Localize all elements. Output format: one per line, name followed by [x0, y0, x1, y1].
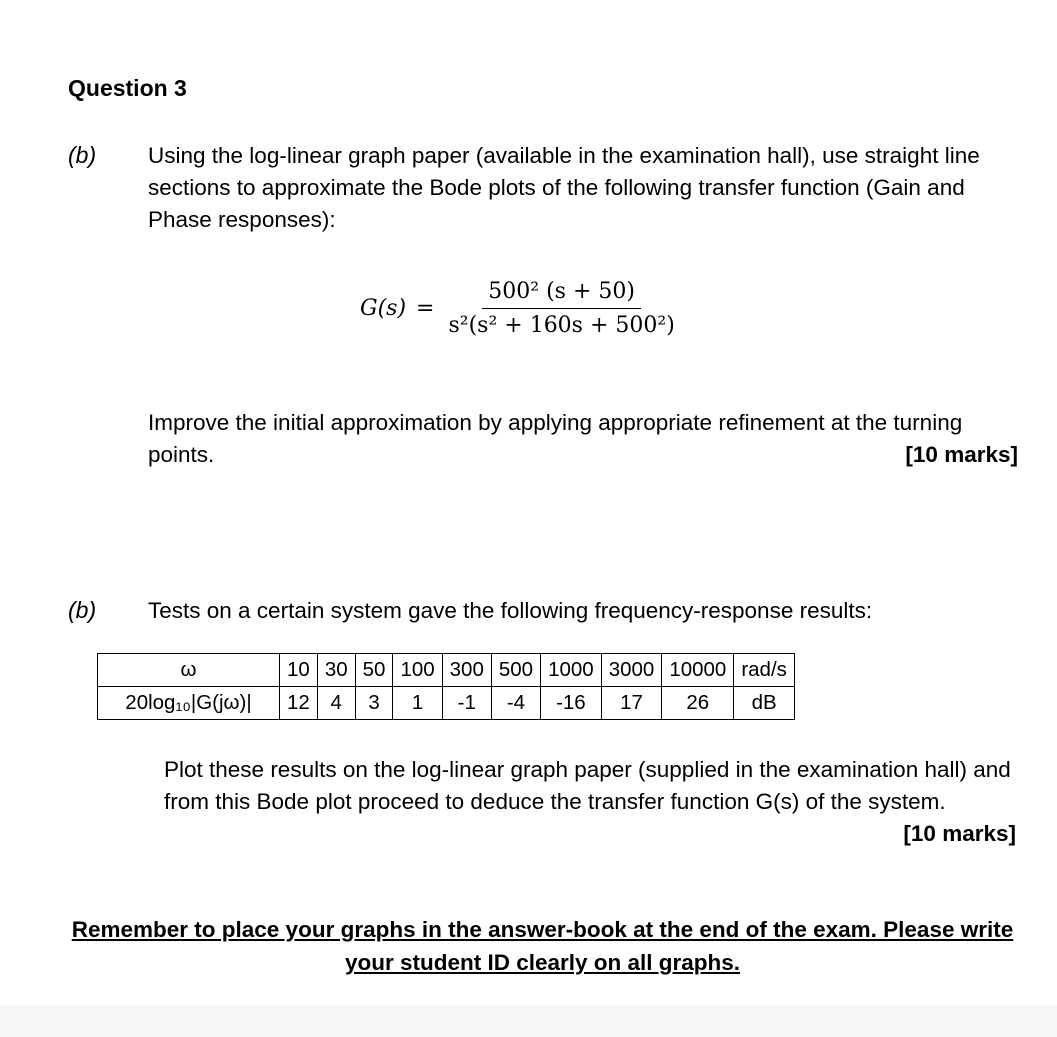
part2-label: (b): [68, 597, 97, 623]
table-cell-unit: dB: [734, 687, 795, 720]
table-cell: 3: [355, 687, 393, 720]
part1-marks: [10 marks]: [905, 442, 1018, 467]
part2-plot-text: Plot these results on the log-linear graph paper (supplied in the examination hall) and from this Bode plot proceed to deduce the transfer function G(s) of the system.: [164, 757, 1011, 814]
graph-reminder: Remember to place your graphs in the answer-book at the end of the exam. Please write your student ID clearly on all graphs.: [71, 917, 1014, 975]
table-header-omega: ω: [98, 654, 280, 687]
formula-lhs: G(s): [360, 295, 407, 321]
part2-instructions: Tests on a certain system gave the following frequency-response results:: [148, 598, 873, 623]
part1-refine-text: Improve the initial approximation by applying appropriate refinement at the turning points.: [148, 410, 963, 467]
table-cell: 1: [393, 687, 442, 720]
page-bottom-strip: [0, 1005, 1057, 1037]
table-cell: 1000: [541, 654, 602, 687]
part2-marks: [10 marks]: [903, 821, 1016, 846]
table-cell: 17: [601, 687, 662, 720]
part2-plot-instructions: [164, 754, 1016, 850]
table-cell: 3000: [601, 654, 662, 687]
table-cell: 300: [442, 654, 491, 687]
table-cell: 500: [491, 654, 540, 687]
table-cell: -1: [442, 687, 491, 720]
table-cell: 4: [317, 687, 355, 720]
transfer-function-formula: [360, 268, 679, 348]
formula-denominator: s²(s² + 160s + 500²): [448, 312, 675, 338]
table-cell: -16: [541, 687, 602, 720]
table-cell-unit: rad/s: [734, 654, 795, 687]
part1-label: (b): [68, 142, 97, 168]
part1-instructions: Using the log-linear graph paper (available in the examination hall), use straight line sections to approximate the Bode plots of the following transfer function (Gain and Phase responses):: [148, 143, 980, 232]
table-row-gain: [98, 687, 795, 720]
frequency-response-table: [97, 653, 795, 720]
table-cell: -4: [491, 687, 540, 720]
table-cell: 100: [393, 654, 442, 687]
question-title: Question 3: [68, 75, 187, 101]
table-cell: 50: [355, 654, 393, 687]
table-header-gain: 20log₁₀|G(jω)|: [98, 687, 280, 720]
table-cell: 10: [280, 654, 318, 687]
formula-numerator: 500² (s + 50): [482, 279, 641, 309]
part1-refinement: [148, 407, 1018, 471]
table-cell: 26: [662, 687, 734, 720]
table-row-frequency: [98, 654, 795, 687]
table-cell: 12: [280, 687, 318, 720]
table-cell: 30: [317, 654, 355, 687]
table-cell: 10000: [662, 654, 734, 687]
formula-fraction: [444, 279, 678, 338]
formula-equals: =: [416, 295, 435, 321]
